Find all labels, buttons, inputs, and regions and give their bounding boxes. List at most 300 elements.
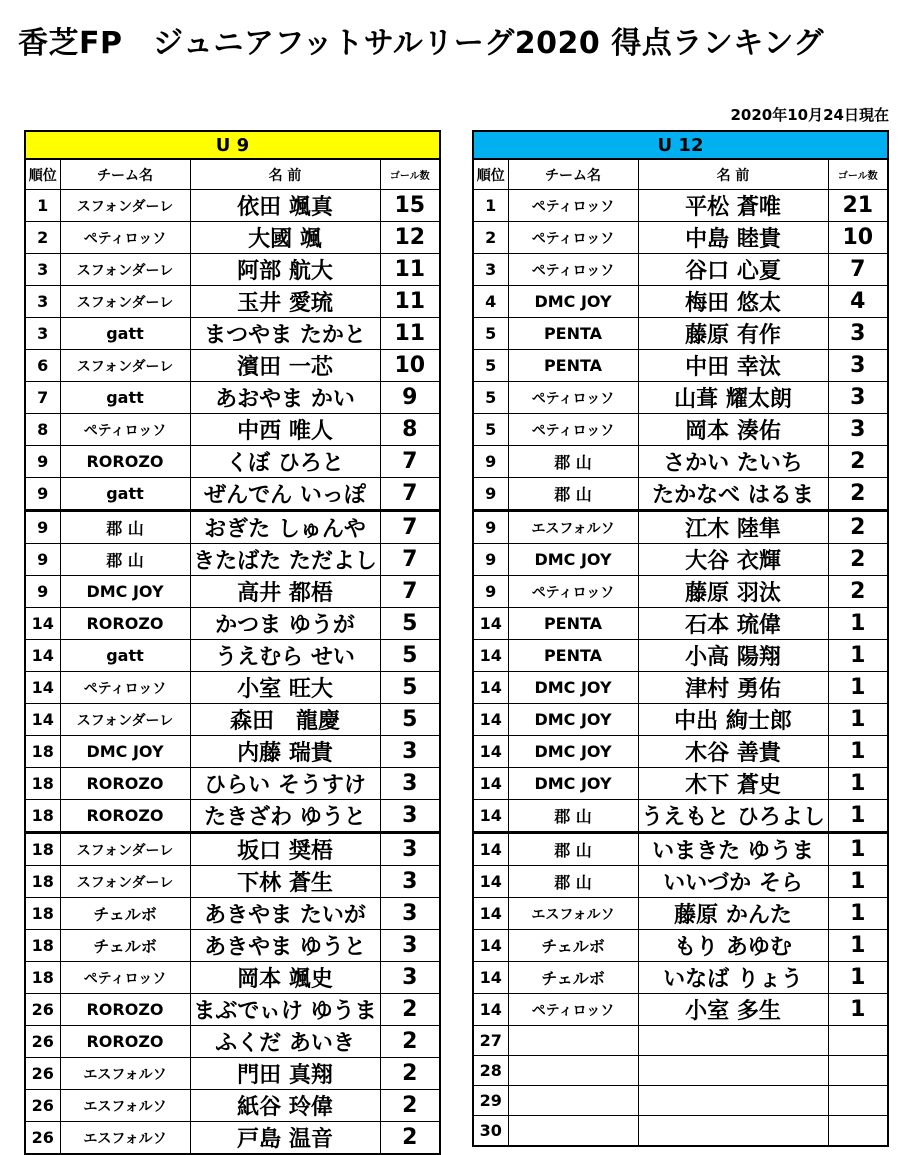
team-cell: DMC JOY xyxy=(60,736,190,768)
goals-cell: 3 xyxy=(380,898,440,930)
goals-cell: 2 xyxy=(380,1058,440,1090)
rank-cell: 9 xyxy=(473,576,508,608)
team-cell: ペティロッソ xyxy=(60,962,190,994)
table-row xyxy=(473,1116,888,1147)
table-row xyxy=(473,994,888,1026)
table-row xyxy=(473,833,888,866)
goals-cell: 9 xyxy=(380,382,440,414)
table-row xyxy=(473,190,888,222)
team-cell: gatt xyxy=(60,640,190,672)
goals-cell: 3 xyxy=(380,866,440,898)
player-name-cell: 坂口 奨梧 xyxy=(190,833,380,866)
player-name-cell: もり あゆむ xyxy=(638,930,828,962)
table-row xyxy=(473,350,888,382)
goals-cell: 3 xyxy=(828,350,888,382)
team-cell: gatt xyxy=(60,318,190,350)
table-row xyxy=(473,382,888,414)
player-name-cell: 中島 睦貴 xyxy=(638,222,828,254)
table-row xyxy=(25,286,440,318)
rank-cell: 14 xyxy=(473,672,508,704)
rank-cell: 14 xyxy=(473,640,508,672)
goals-cell xyxy=(828,1116,888,1147)
goals-cell: 7 xyxy=(380,478,440,511)
table-row xyxy=(473,866,888,898)
rank-cell: 18 xyxy=(25,833,60,866)
rank-cell: 9 xyxy=(473,478,508,511)
rank-cell: 29 xyxy=(473,1086,508,1116)
player-name-cell: ひらい そうすけ xyxy=(190,768,380,800)
rank-cell: 1 xyxy=(473,190,508,222)
player-name-cell: いいづか そら xyxy=(638,866,828,898)
table-row xyxy=(473,478,888,511)
goals-cell: 1 xyxy=(828,833,888,866)
goals-cell: 2 xyxy=(828,446,888,478)
table-row xyxy=(473,640,888,672)
table-row xyxy=(25,1090,440,1122)
table-row xyxy=(473,704,888,736)
goals-cell: 1 xyxy=(828,994,888,1026)
team-cell: DMC JOY xyxy=(60,576,190,608)
goals-cell: 15 xyxy=(380,190,440,222)
u12-band xyxy=(473,131,888,159)
rank-cell: 14 xyxy=(473,768,508,800)
team-cell: スフォンダーレ xyxy=(60,704,190,736)
player-name-cell: 戸島 温音 xyxy=(190,1122,380,1155)
player-name-cell: うえもと ひろよし xyxy=(638,800,828,833)
goals-header: ゴール数 xyxy=(380,159,440,190)
goals-cell: 3 xyxy=(380,768,440,800)
team-cell: エスフォルソ xyxy=(60,1090,190,1122)
goals-cell: 3 xyxy=(380,833,440,866)
rank-cell: 14 xyxy=(473,866,508,898)
rank-cell: 1 xyxy=(25,190,60,222)
u12-label: U 12 xyxy=(473,131,888,159)
goals-cell: 1 xyxy=(828,898,888,930)
goals-cell: 4 xyxy=(828,286,888,318)
goals-cell: 1 xyxy=(828,608,888,640)
rank-cell: 18 xyxy=(25,962,60,994)
player-name-cell: 岡本 湊佑 xyxy=(638,414,828,446)
table-row xyxy=(25,544,440,576)
player-name-cell: 中田 幸汰 xyxy=(638,350,828,382)
team-cell: エスフォルソ xyxy=(60,1058,190,1090)
team-cell: スフォンダーレ xyxy=(60,190,190,222)
player-name-cell: 小室 多生 xyxy=(638,994,828,1026)
table-row xyxy=(473,222,888,254)
team-cell: スフォンダーレ xyxy=(60,350,190,382)
table-row xyxy=(25,898,440,930)
player-name-cell xyxy=(638,1056,828,1086)
player-name-cell: きたばた ただよし xyxy=(190,544,380,576)
table-row xyxy=(25,511,440,544)
goals-cell: 5 xyxy=(380,608,440,640)
team-cell: ペティロッソ xyxy=(508,414,638,446)
rank-cell: 9 xyxy=(25,544,60,576)
table-row xyxy=(25,994,440,1026)
table-row xyxy=(25,866,440,898)
rank-cell: 5 xyxy=(473,414,508,446)
team-cell: スフォンダーレ xyxy=(60,254,190,286)
player-name-cell: あきやま たいが xyxy=(190,898,380,930)
goals-cell: 1 xyxy=(828,704,888,736)
goals-cell: 10 xyxy=(828,222,888,254)
player-name-cell: 玉井 愛琉 xyxy=(190,286,380,318)
team-cell xyxy=(508,1026,638,1056)
goals-cell: 2 xyxy=(380,994,440,1026)
rank-cell: 5 xyxy=(473,350,508,382)
player-name-cell xyxy=(638,1116,828,1147)
rank-cell: 18 xyxy=(25,800,60,833)
goals-cell: 1 xyxy=(828,736,888,768)
goals-cell xyxy=(828,1056,888,1086)
rank-cell: 6 xyxy=(25,350,60,382)
team-cell: 郡 山 xyxy=(508,800,638,833)
player-name-cell: 江木 陸隼 xyxy=(638,511,828,544)
team-cell: DMC JOY xyxy=(508,286,638,318)
team-cell: ペティロッソ xyxy=(508,190,638,222)
rank-cell: 18 xyxy=(25,898,60,930)
goals-header: ゴール数 xyxy=(828,159,888,190)
player-name-cell: あおやま かい xyxy=(190,382,380,414)
rank-cell: 3 xyxy=(25,318,60,350)
rank-cell: 14 xyxy=(473,930,508,962)
team-cell: PENTA xyxy=(508,608,638,640)
goals-cell: 3 xyxy=(380,962,440,994)
team-cell: チェルボ xyxy=(508,930,638,962)
goals-cell: 1 xyxy=(828,866,888,898)
goals-cell xyxy=(828,1086,888,1116)
table-row xyxy=(473,768,888,800)
team-cell: エスフォルソ xyxy=(508,898,638,930)
team-cell: PENTA xyxy=(508,640,638,672)
player-name-cell: 津村 勇佑 xyxy=(638,672,828,704)
team-cell: 郡 山 xyxy=(60,511,190,544)
team-cell: スフォンダーレ xyxy=(60,286,190,318)
team-cell: エスフォルソ xyxy=(508,511,638,544)
player-name-cell: 平松 蒼唯 xyxy=(638,190,828,222)
player-name-cell: うえむら せい xyxy=(190,640,380,672)
team-cell: PENTA xyxy=(508,350,638,382)
rank-cell: 30 xyxy=(473,1116,508,1147)
table-row xyxy=(25,318,440,350)
goals-cell: 7 xyxy=(380,544,440,576)
goals-cell: 3 xyxy=(828,414,888,446)
player-name-cell: 藤原 羽汰 xyxy=(638,576,828,608)
table-row xyxy=(25,672,440,704)
player-name-cell: 梅田 悠太 xyxy=(638,286,828,318)
player-name-cell: 大國 颯 xyxy=(190,222,380,254)
player-name-cell: さかい たいち xyxy=(638,446,828,478)
goals-cell: 10 xyxy=(380,350,440,382)
player-name-cell: 小室 旺大 xyxy=(190,672,380,704)
goals-cell: 3 xyxy=(380,930,440,962)
rank-cell: 18 xyxy=(25,930,60,962)
team-cell: ROROZO xyxy=(60,994,190,1026)
rank-cell: 9 xyxy=(25,511,60,544)
player-name-cell: 小高 陽翔 xyxy=(638,640,828,672)
goals-cell: 7 xyxy=(380,576,440,608)
rank-cell: 9 xyxy=(25,478,60,511)
rank-cell: 14 xyxy=(473,608,508,640)
table-row xyxy=(473,1086,888,1116)
player-name-cell: 中西 唯人 xyxy=(190,414,380,446)
table-row xyxy=(473,318,888,350)
team-header: チーム名 xyxy=(60,159,190,190)
goals-cell: 5 xyxy=(380,704,440,736)
rank-cell: 2 xyxy=(25,222,60,254)
player-name-cell: 石本 琉偉 xyxy=(638,608,828,640)
rank-cell: 3 xyxy=(473,254,508,286)
player-name-cell: まぶでぃけ ゆうま xyxy=(190,994,380,1026)
goals-cell: 7 xyxy=(380,446,440,478)
player-name-cell: 森田 龍慶 xyxy=(190,704,380,736)
player-name-cell: いまきた ゆうま xyxy=(638,833,828,866)
team-cell: 郡 山 xyxy=(508,866,638,898)
player-name-cell: いなば りょう xyxy=(638,962,828,994)
table-row xyxy=(25,576,440,608)
player-name-cell: おぎた しゅんや xyxy=(190,511,380,544)
goals-cell: 2 xyxy=(828,576,888,608)
goals-cell: 12 xyxy=(380,222,440,254)
table-row xyxy=(473,1026,888,1056)
rank-cell: 14 xyxy=(473,800,508,833)
goals-cell: 11 xyxy=(380,254,440,286)
player-name-cell: まつやま たかと xyxy=(190,318,380,350)
table-row xyxy=(25,608,440,640)
team-cell: 郡 山 xyxy=(60,544,190,576)
rank-header: 順位 xyxy=(25,159,60,190)
table-row xyxy=(25,640,440,672)
goals-cell: 5 xyxy=(380,672,440,704)
rank-cell: 5 xyxy=(473,382,508,414)
goals-cell: 8 xyxy=(380,414,440,446)
table-row xyxy=(473,672,888,704)
team-cell: ペティロッソ xyxy=(508,254,638,286)
player-name-cell xyxy=(638,1026,828,1056)
rank-cell: 3 xyxy=(25,286,60,318)
table-row xyxy=(25,254,440,286)
team-cell xyxy=(508,1086,638,1116)
table-row xyxy=(25,800,440,833)
table-row xyxy=(25,1026,440,1058)
goals-cell: 3 xyxy=(828,318,888,350)
rank-cell: 9 xyxy=(25,576,60,608)
player-name-cell: 内藤 瑞貴 xyxy=(190,736,380,768)
table-row xyxy=(25,190,440,222)
rank-cell: 2 xyxy=(473,222,508,254)
goals-cell: 7 xyxy=(380,511,440,544)
player-name-cell: 藤原 かんた xyxy=(638,898,828,930)
table-row xyxy=(25,1058,440,1090)
goals-cell: 2 xyxy=(828,544,888,576)
table-row xyxy=(25,704,440,736)
goals-cell xyxy=(828,1026,888,1056)
rank-cell: 14 xyxy=(473,898,508,930)
team-cell: ペティロッソ xyxy=(60,414,190,446)
table-row xyxy=(473,576,888,608)
team-cell: gatt xyxy=(60,382,190,414)
player-name-cell: かつま ゆうが xyxy=(190,608,380,640)
u9-band xyxy=(25,131,440,159)
team-cell: ペティロッソ xyxy=(508,382,638,414)
table-row xyxy=(473,286,888,318)
rank-cell: 26 xyxy=(25,1090,60,1122)
rank-cell: 14 xyxy=(25,640,60,672)
rank-cell: 14 xyxy=(473,736,508,768)
player-name-cell: たきざわ ゆうと xyxy=(190,800,380,833)
team-cell: ROROZO xyxy=(60,1026,190,1058)
rank-cell: 26 xyxy=(25,1122,60,1155)
rank-cell: 9 xyxy=(25,446,60,478)
player-name-cell xyxy=(638,1086,828,1116)
team-cell: エスフォルソ xyxy=(60,1122,190,1155)
rank-cell: 18 xyxy=(25,736,60,768)
rank-cell: 14 xyxy=(473,962,508,994)
name-header: 名 前 xyxy=(638,159,828,190)
table-row xyxy=(25,768,440,800)
player-name-cell: 高井 都梧 xyxy=(190,576,380,608)
player-name-cell: 木谷 善貴 xyxy=(638,736,828,768)
player-name-cell: ふくだ あいき xyxy=(190,1026,380,1058)
player-name-cell: 下林 蒼生 xyxy=(190,866,380,898)
player-name-cell: くぼ ひろと xyxy=(190,446,380,478)
goals-cell: 1 xyxy=(828,962,888,994)
team-cell: 郡 山 xyxy=(508,446,638,478)
table-row xyxy=(473,544,888,576)
team-cell: 郡 山 xyxy=(508,833,638,866)
as-of-date: 2020年10月24日現在 xyxy=(730,106,889,124)
player-name-cell: 藤原 有作 xyxy=(638,318,828,350)
player-name-cell: たかなべ はるま xyxy=(638,478,828,511)
rank-cell: 14 xyxy=(473,833,508,866)
name-header: 名 前 xyxy=(190,159,380,190)
table-row xyxy=(473,254,888,286)
team-cell: DMC JOY xyxy=(508,736,638,768)
team-cell xyxy=(508,1056,638,1086)
player-name-cell: ぜんでん いっぽ xyxy=(190,478,380,511)
table-row xyxy=(25,446,440,478)
table-row xyxy=(473,511,888,544)
rank-cell: 9 xyxy=(473,446,508,478)
rank-cell: 26 xyxy=(25,994,60,1026)
team-cell: チェルボ xyxy=(60,898,190,930)
page-title: 香芝FP ジュニアフットサルリーグ2020 得点ランキング xyxy=(18,26,824,61)
rank-cell: 14 xyxy=(25,608,60,640)
team-cell: DMC JOY xyxy=(508,672,638,704)
rank-cell: 9 xyxy=(473,544,508,576)
team-cell: 郡 山 xyxy=(508,478,638,511)
player-name-cell: 紙谷 玲偉 xyxy=(190,1090,380,1122)
team-cell: DMC JOY xyxy=(508,768,638,800)
table-row xyxy=(25,962,440,994)
goals-cell: 3 xyxy=(380,800,440,833)
goals-cell: 5 xyxy=(380,640,440,672)
player-name-cell: 山葺 耀太朗 xyxy=(638,382,828,414)
rank-cell: 26 xyxy=(25,1058,60,1090)
table-row xyxy=(25,350,440,382)
table-row xyxy=(473,1056,888,1086)
goals-cell: 2 xyxy=(380,1026,440,1058)
team-cell: ペティロッソ xyxy=(508,222,638,254)
table-row xyxy=(473,446,888,478)
u12-header-row xyxy=(473,159,888,190)
team-cell: ペティロッソ xyxy=(60,222,190,254)
player-name-cell: 門田 真翔 xyxy=(190,1058,380,1090)
table-row xyxy=(473,736,888,768)
rank-cell: 3 xyxy=(25,254,60,286)
u12-ranking-table xyxy=(472,130,889,1147)
team-cell xyxy=(508,1116,638,1147)
goals-cell: 21 xyxy=(828,190,888,222)
team-cell: gatt xyxy=(60,478,190,511)
team-cell: ペティロッソ xyxy=(508,576,638,608)
team-cell: DMC JOY xyxy=(508,704,638,736)
u9-ranking-table xyxy=(24,130,441,1155)
team-cell: チェルボ xyxy=(60,930,190,962)
table-row xyxy=(25,1122,440,1155)
team-header: チーム名 xyxy=(508,159,638,190)
table-row xyxy=(473,898,888,930)
table-row xyxy=(473,414,888,446)
rank-cell: 8 xyxy=(25,414,60,446)
rank-cell: 14 xyxy=(25,672,60,704)
player-name-cell: 谷口 心夏 xyxy=(638,254,828,286)
rank-cell: 14 xyxy=(473,994,508,1026)
table-row xyxy=(25,930,440,962)
u9-header-row xyxy=(25,159,440,190)
goals-cell: 1 xyxy=(828,768,888,800)
rank-cell: 26 xyxy=(25,1026,60,1058)
team-cell: ROROZO xyxy=(60,768,190,800)
table-row xyxy=(25,222,440,254)
table-row xyxy=(25,736,440,768)
goals-cell: 11 xyxy=(380,318,440,350)
goals-cell: 3 xyxy=(380,736,440,768)
table-row xyxy=(25,382,440,414)
rank-header: 順位 xyxy=(473,159,508,190)
rank-cell: 5 xyxy=(473,318,508,350)
player-name-cell: 大谷 衣輝 xyxy=(638,544,828,576)
table-row xyxy=(25,833,440,866)
goals-cell: 11 xyxy=(380,286,440,318)
rank-cell: 4 xyxy=(473,286,508,318)
team-cell: ROROZO xyxy=(60,446,190,478)
goals-cell: 1 xyxy=(828,640,888,672)
rank-cell: 14 xyxy=(473,704,508,736)
table-row xyxy=(25,478,440,511)
player-name-cell: 阿部 航大 xyxy=(190,254,380,286)
rank-cell: 18 xyxy=(25,866,60,898)
goals-cell: 1 xyxy=(828,800,888,833)
goals-cell: 7 xyxy=(828,254,888,286)
goals-cell: 1 xyxy=(828,672,888,704)
table-row xyxy=(473,930,888,962)
player-name-cell: 中出 絢士郎 xyxy=(638,704,828,736)
goals-cell: 2 xyxy=(828,478,888,511)
team-cell: ROROZO xyxy=(60,608,190,640)
rank-cell: 7 xyxy=(25,382,60,414)
table-row xyxy=(25,414,440,446)
team-cell: チェルボ xyxy=(508,962,638,994)
goals-cell: 3 xyxy=(828,382,888,414)
player-name-cell: あきやま ゆうと xyxy=(190,930,380,962)
rank-cell: 9 xyxy=(473,511,508,544)
team-cell: ROROZO xyxy=(60,800,190,833)
u9-label: U 9 xyxy=(25,131,440,159)
goals-cell: 2 xyxy=(380,1090,440,1122)
goals-cell: 1 xyxy=(828,930,888,962)
player-name-cell: 濱田 一芯 xyxy=(190,350,380,382)
